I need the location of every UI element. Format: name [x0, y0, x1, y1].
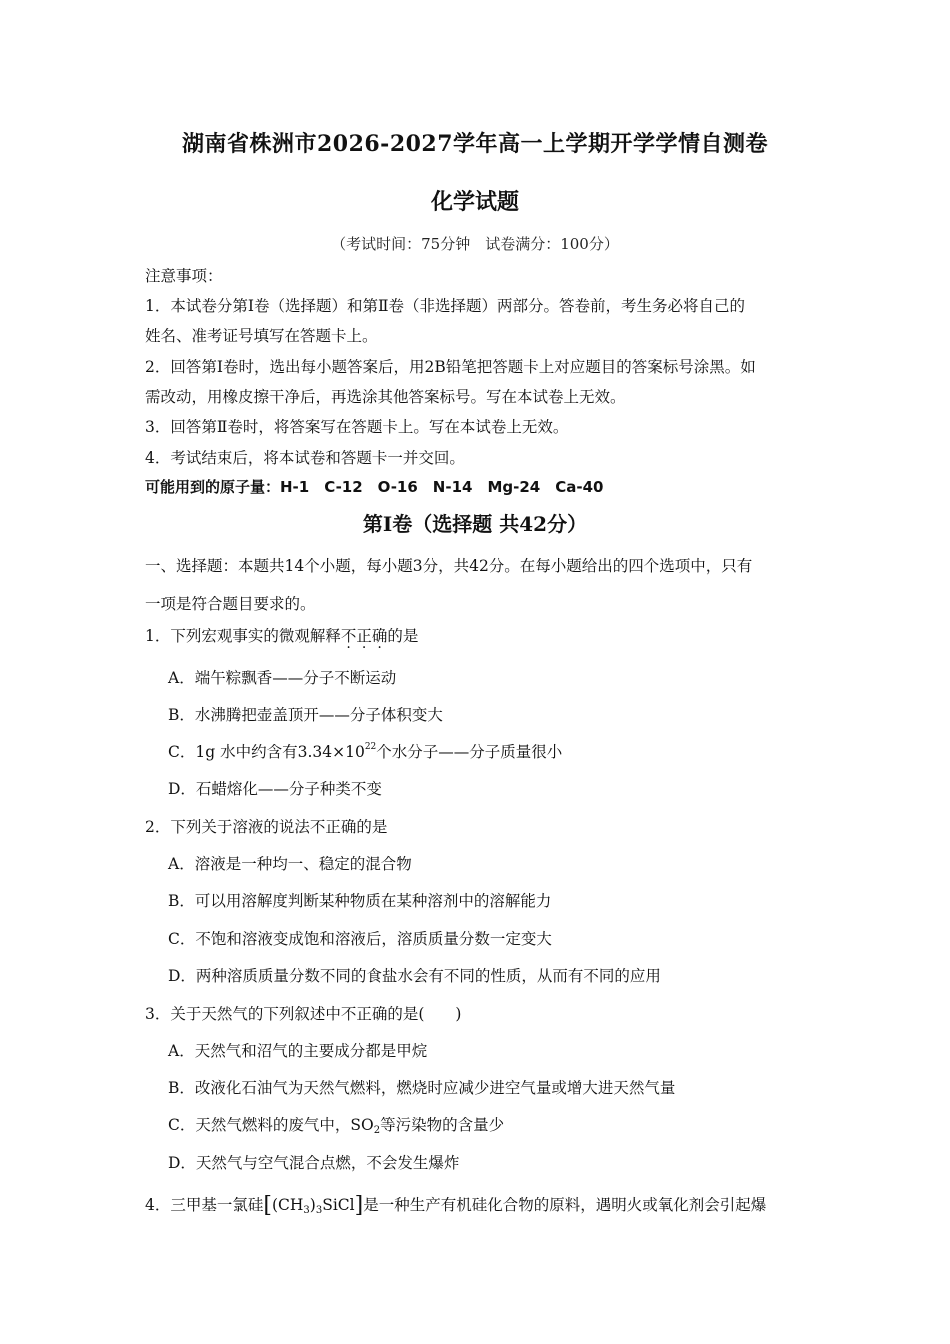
question-2-option-d: D．两种溶质质量分数不同的食盐水会有不同的性质，从而有不同的应用	[168, 967, 661, 985]
question-1-option-c	[168, 740, 562, 762]
exponent: 22	[364, 742, 377, 752]
formula-part: SiCl	[322, 1196, 355, 1214]
question-2-option-c: C．不饱和溶液变成饱和溶液后，溶质质量分数一定变大	[168, 930, 552, 948]
left-bracket: [	[263, 1193, 272, 1218]
section-intro-b: 一项是符合题目要求的。	[145, 595, 316, 613]
emphasis-char: 确	[371, 627, 388, 645]
question-4-stem-post: 是一种生产有机硅化合物的原料，遇明火或氧化剂会引起爆	[363, 1196, 767, 1214]
option-c-text-pre: C．1g 水中约含有	[168, 743, 298, 761]
section-title: 第Ⅰ卷（选择题 共42分）	[362, 512, 588, 536]
subscript: 3	[315, 1205, 323, 1216]
scientific-number: 3.34×10	[297, 743, 365, 761]
subscript: 3	[303, 1205, 310, 1216]
emphasis-char: 正	[356, 627, 372, 645]
emphasis-char: 不	[340, 627, 357, 645]
question-1-stem-post: 的是	[387, 627, 419, 645]
question-3-stem: 3．关于天然气的下列叙述中不正确的是( )	[145, 1005, 462, 1023]
question-4-stem-pre: 4．三甲基一氯硅	[145, 1196, 264, 1214]
question-1-option-a: A．端午粽飘香——分子不断运动	[168, 669, 397, 687]
notice-item-2b: 需改动，用橡皮擦干净后，再选涂其他答案标号。写在本试卷上无效。	[145, 388, 626, 406]
subject-title: 化学试题	[430, 189, 519, 215]
question-2-option-a: A．溶液是一种均一、稳定的混合物	[168, 855, 412, 873]
question-1-option-b: B．水沸腾把壶盖顶开——分子体积变大	[168, 706, 443, 724]
option-c-text-post: 个水分子——分子质量很小	[376, 743, 563, 761]
notice-item-1b: 姓名、准考证号填写在答题卡上。	[145, 327, 378, 345]
question-1-stem	[145, 624, 418, 646]
question-1-stem-pre: 1．下列宏观事实的微观解释	[145, 627, 341, 645]
formula-part: )	[309, 1196, 316, 1214]
question-3-option-a: A．天然气和沼气的主要成分都是甲烷	[168, 1042, 428, 1060]
notice-item-4: 4．考试结束后，将本试卷和答题卡一并交回。	[145, 449, 465, 467]
question-2-stem: 2．下列关于溶液的说法不正确的是	[145, 818, 388, 836]
right-bracket: ]	[354, 1193, 364, 1218]
question-3-option-c	[168, 1113, 504, 1136]
subscript: 2	[373, 1125, 381, 1136]
notice-item-3: 3．回答第Ⅱ卷时，将答案写在答题卡上。写在本试卷上无效。	[145, 418, 569, 436]
notice-heading: 注意事项：	[145, 267, 223, 285]
page-title: 湖南省株洲市2026-2027学年高一上学期开学学情自测卷	[181, 131, 769, 157]
question-3-option-d: D．天然气与空气混合点燃，不会发生爆炸	[168, 1154, 460, 1172]
question-1-option-d: D．石蜡熔化——分子种类不变	[168, 780, 382, 798]
option-c-text-pre: C．天然气燃料的废气中，SO	[168, 1116, 374, 1134]
notice-item-1a: 1．本试卷分第Ⅰ卷（选择题）和第Ⅱ卷（非选择题）两部分。答卷前，考生务必将自己的	[145, 297, 746, 315]
option-c-text-post: 等污染物的含量少	[380, 1116, 505, 1134]
formula-part: (CH	[271, 1196, 304, 1214]
exam-meta: （考试时间：75分钟 试卷满分：100分）	[331, 235, 619, 253]
atomic-mass-list: 可能用到的原子量：H-1 C-12 O-16 N-14 Mg-24 Ca-40	[145, 478, 604, 496]
question-3-option-b: B．改液化石油气为天然气燃料，燃烧时应减少进空气量或增大进天然气量	[168, 1079, 676, 1097]
question-2-option-b: B．可以用溶解度判断某种物质在某种溶剂中的溶解能力	[168, 892, 552, 910]
notice-item-2a: 2．回答第Ⅰ卷时，选出每小题答案后，用2B铅笔把答题卡上对应题目的答案标号涂黑。如	[145, 358, 756, 376]
question-4-stem	[145, 1193, 766, 1218]
section-intro-a: 一、选择题：本题共14个小题，每小题3分，共42分。在每小题给出的四个选项中，只有	[145, 557, 753, 575]
